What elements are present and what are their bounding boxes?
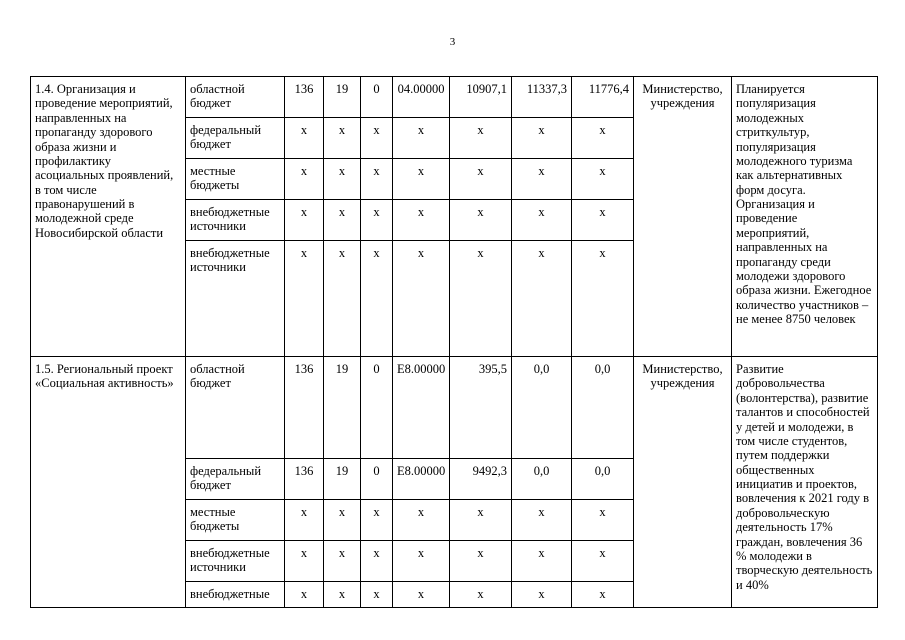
year3-cell: 11776,4	[572, 77, 634, 118]
csr-cell: х	[393, 159, 450, 200]
rz-cell: х	[324, 118, 361, 159]
csr-cell: х	[393, 241, 450, 357]
rz-cell: 19	[324, 357, 361, 459]
section-title: 1.4. Организация и проведение мероприятий, направленных на пропаганду здорового образа жизни и профилактику асоциальных проявлений, в том числе правонарушений в молодежной среде Новосибирской области	[31, 77, 186, 357]
csr-cell: х	[393, 118, 450, 159]
pr-cell: 0	[361, 77, 393, 118]
csr-cell: х	[393, 500, 450, 541]
year1-cell: 9492,3	[450, 459, 512, 500]
year1-cell: х	[450, 582, 512, 608]
grbs-cell: х	[285, 118, 324, 159]
year2-cell: х	[512, 241, 572, 357]
year2-cell: х	[512, 118, 572, 159]
funding-source: внебюджетные источники	[186, 241, 285, 357]
year1-cell: х	[450, 241, 512, 357]
grbs-cell: 136	[285, 357, 324, 459]
executor-cell: Министерство, учреждения	[634, 357, 732, 608]
pr-cell: х	[361, 541, 393, 582]
rz-cell: х	[324, 241, 361, 357]
grbs-cell: х	[285, 159, 324, 200]
year3-cell: х	[572, 500, 634, 541]
year1-cell: х	[450, 200, 512, 241]
year1-cell: х	[450, 541, 512, 582]
grbs-cell: 136	[285, 459, 324, 500]
csr-cell: х	[393, 200, 450, 241]
grbs-cell: х	[285, 500, 324, 541]
pr-cell: х	[361, 200, 393, 241]
year3-cell: х	[572, 582, 634, 608]
year2-cell: х	[512, 500, 572, 541]
rz-cell: х	[324, 159, 361, 200]
year2-cell: х	[512, 582, 572, 608]
funding-source: внебюджетные источники	[186, 541, 285, 582]
rz-cell: х	[324, 200, 361, 241]
funding-source: областной бюджет	[186, 357, 285, 459]
csr-cell: E8.00000	[393, 459, 450, 500]
grbs-cell: х	[285, 541, 324, 582]
pr-cell: 0	[361, 357, 393, 459]
table-row	[31, 357, 878, 459]
year2-cell: 11337,3	[512, 77, 572, 118]
csr-cell: х	[393, 541, 450, 582]
funding-source: местные бюджеты	[186, 500, 285, 541]
grbs-cell: 136	[285, 77, 324, 118]
year1-cell: 395,5	[450, 357, 512, 459]
year3-cell: 0,0	[572, 459, 634, 500]
pr-cell: х	[361, 500, 393, 541]
year1-cell: х	[450, 118, 512, 159]
page-number: 3	[449, 36, 456, 48]
year1-cell: х	[450, 500, 512, 541]
csr-cell: 04.00000	[393, 77, 450, 118]
year2-cell: 0,0	[512, 459, 572, 500]
pr-cell: х	[361, 159, 393, 200]
expected-result: Развитие добровольчества (волонтерства), развитие талантов и способностей у детей и молодежи, в том числе студентов, путем поддержки общественных инициатив и проектов, вовлечения к 2021 году в добровольческую деятельность 17% граждан, вовлечения 36 % молодежи в творческую деятельность и 40%	[732, 357, 878, 608]
rz-cell: х	[324, 541, 361, 582]
year3-cell: х	[572, 541, 634, 582]
executor-cell: Министерство, учреждения	[634, 77, 732, 357]
expected-result: Планируется популяризация молодежных стриткультур, популяризация молодежного туризма как альтернативных форм досуга. Организация и проведение мероприятий, направленных на пропаганду среди молодежи здорового образа жизни. Ежегодное количество участников – не менее 8750 человек	[732, 77, 878, 357]
year2-cell: х	[512, 159, 572, 200]
funding-source: федеральный бюджет	[186, 459, 285, 500]
pr-cell: х	[361, 118, 393, 159]
csr-cell: х	[393, 582, 450, 608]
year3-cell: х	[572, 241, 634, 357]
grbs-cell: х	[285, 200, 324, 241]
rz-cell: 19	[324, 459, 361, 500]
year1-cell: х	[450, 159, 512, 200]
table-row	[31, 77, 878, 118]
grbs-cell: х	[285, 241, 324, 357]
pr-cell: х	[361, 241, 393, 357]
year2-cell: х	[512, 541, 572, 582]
funding-source: областной бюджет	[186, 77, 285, 118]
year2-cell: 0,0	[512, 357, 572, 459]
rz-cell: х	[324, 582, 361, 608]
pr-cell: 0	[361, 459, 393, 500]
funding-source: внебюджетные	[186, 582, 285, 608]
funding-source: местные бюджеты	[186, 159, 285, 200]
csr-cell: E8.00000	[393, 357, 450, 459]
funding-source: внебюджетные источники	[186, 200, 285, 241]
year3-cell: х	[572, 159, 634, 200]
year3-cell: х	[572, 118, 634, 159]
year3-cell: 0,0	[572, 357, 634, 459]
year3-cell: х	[572, 200, 634, 241]
funding-source: федеральный бюджет	[186, 118, 285, 159]
year1-cell: 10907,1	[450, 77, 512, 118]
year2-cell: х	[512, 200, 572, 241]
grbs-cell: х	[285, 582, 324, 608]
rz-cell: 19	[324, 77, 361, 118]
rz-cell: х	[324, 500, 361, 541]
pr-cell: х	[361, 582, 393, 608]
budget-table	[30, 76, 878, 608]
section-title: 1.5. Региональный проект «Социальная активность»	[31, 357, 186, 608]
